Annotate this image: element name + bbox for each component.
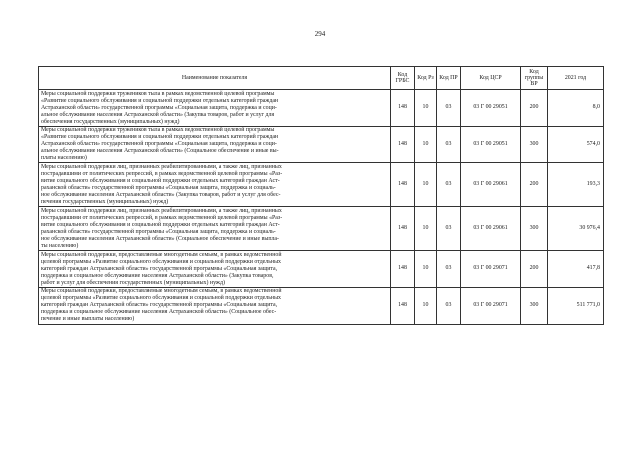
cell-indicator (39, 126, 391, 163)
indicator-text-line: витие социального обслуживания и социальной поддержки отдельных категорий граждан Аст- (41, 178, 280, 185)
indicator-text-line: целевой программы «Развитие социального обслуживания и социальной поддержки отдельных (41, 258, 281, 265)
cell-rz: 10 (415, 126, 437, 163)
cell-csr: 03 Г 00 29071 (461, 287, 521, 324)
indicator-text-line: печения государственных (муниципальных) нужд) (41, 199, 169, 206)
indicator-text-line: ты населению) (41, 242, 79, 249)
indicator-text-line: альное обслуживание населения Астраханской области» (Социальное обеспечение и иные вы- (41, 148, 279, 155)
indicator-text-line: «Развитие социального обслуживания и социальной поддержки отдельных категорий граждан (41, 134, 279, 141)
table-row (39, 90, 604, 127)
table-row (39, 251, 604, 288)
table-body (39, 90, 604, 325)
table-header-row (39, 67, 604, 90)
indicator-text-line: ное обслуживание населения Астраханской области» (Закупка товаров, работ и услуг для обес- (41, 192, 281, 199)
cell-amount: 8,0 (548, 90, 604, 127)
indicator-text-line: печение и иные выплаты населению) (41, 316, 135, 323)
indicator-text-line: Астраханской области» государственной программы «Социальная защита, поддержка и соци- (41, 141, 277, 148)
cell-pr: 03 (437, 90, 461, 127)
cell-vr: 300 (521, 287, 548, 324)
indicator-text-line: поддержка и социальное обслуживание населения Астраханской области» (Социальное обес- (41, 309, 277, 316)
cell-indicator (39, 163, 391, 207)
header-indicator: Наименование показателя (39, 67, 391, 90)
cell-csr: 03 Г 00 29061 (461, 163, 521, 207)
cell-vr: 300 (521, 207, 548, 251)
indicator-text-line: альное обслуживание населения Астраханской области» (Закупка товаров, работ и услуг для (41, 111, 275, 118)
table-row (39, 207, 604, 251)
indicator-text-line: витие социального обслуживания и социальной поддержки отдельных категорий граждан Аст- (41, 221, 280, 228)
cell-vr: 200 (521, 251, 548, 288)
indicator-text-line: поддержка и социальное обслуживание населения Астраханской области» (Закупка товаров, (41, 272, 274, 279)
indicator-text-line: раханской области» государственной программы «Социальная защита, поддержка и социаль- (41, 185, 276, 192)
indicator-text-line: Меры социальной поддержки, предоставляемые многодетным семьям, в рамках ведомственной (41, 251, 282, 258)
indicator-text-line: Меры социальной поддержки лиц, признанных реабилитированными, а также лиц, признанных (41, 163, 282, 170)
cell-amount: 193,3 (548, 163, 604, 207)
cell-pr: 03 (437, 163, 461, 207)
indicator-text-line: «Развитие социального обслуживания и социальной поддержки отдельных категорий граждан (41, 97, 279, 104)
cell-amount: 30 976,4 (548, 207, 604, 251)
cell-grbs: 148 (391, 207, 415, 251)
indicator-text-line: Астраханской области» государственной программы «Социальная защита, поддержка и соци- (41, 104, 277, 111)
cell-amount: 511 771,0 (548, 287, 604, 324)
indicator-text-line: Меры социальной поддержки тружеников тыла в рамках ведомственной целевой программы (41, 90, 275, 97)
cell-pr: 03 (437, 287, 461, 324)
header-grbs: Код ГРБС (391, 67, 415, 90)
cell-csr: 03 Г 00 29061 (461, 207, 521, 251)
indicator-text-line: целевой программы «Развитие социального обслуживания и социальной поддержки отдельных (41, 295, 281, 302)
cell-pr: 03 (437, 207, 461, 251)
cell-grbs: 148 (391, 163, 415, 207)
cell-grbs: 148 (391, 126, 415, 163)
indicator-text-line: раханской области» государственной программы «Социальная защита, поддержка и социаль- (41, 228, 276, 235)
page-number: 294 (314, 30, 326, 38)
budget-table (38, 66, 604, 325)
header-pr: Код ПР (437, 67, 461, 90)
cell-pr: 03 (437, 251, 461, 288)
cell-indicator (39, 251, 391, 288)
indicator-text-line: платы населению) (41, 155, 87, 162)
cell-amount: 574,0 (548, 126, 604, 163)
indicator-text-line: ное обслуживание населения Астраханской области» (Социальное обеспечение и иные выпла- (41, 235, 279, 242)
cell-vr: 300 (521, 126, 548, 163)
cell-grbs: 148 (391, 90, 415, 127)
header-year: 2021 год (548, 67, 604, 90)
indicator-text-line: категорий граждан Астраханской области» государственной программы «Социальная защита, (41, 265, 278, 272)
indicator-text-line: пострадавшими от политических репрессий, в рамках ведомственной целевой программы «Раз- (41, 214, 283, 221)
cell-csr: 03 Г 00 29071 (461, 251, 521, 288)
cell-rz: 10 (415, 287, 437, 324)
cell-indicator (39, 207, 391, 251)
table-row (39, 163, 604, 207)
indicator-text-line: Меры социальной поддержки тружеников тыла в рамках ведомственной целевой программы (41, 127, 275, 134)
cell-vr: 200 (521, 90, 548, 127)
cell-indicator (39, 90, 391, 127)
cell-grbs: 148 (391, 251, 415, 288)
cell-csr: 03 Г 00 29051 (461, 90, 521, 127)
indicator-text-line: Меры социальной поддержки, предоставляемые многодетным семьям, в рамках ведомственной (41, 288, 282, 295)
cell-pr: 03 (437, 126, 461, 163)
table-row (39, 287, 604, 324)
cell-rz: 10 (415, 163, 437, 207)
indicator-text-line: обеспечения государственных (муниципальных) нужд) (41, 118, 180, 125)
cell-csr: 03 Г 00 29051 (461, 126, 521, 163)
cell-rz: 10 (415, 207, 437, 251)
header-vr: Код группы ВР (521, 67, 548, 90)
cell-grbs: 148 (391, 287, 415, 324)
cell-rz: 10 (415, 90, 437, 127)
indicator-text-line: работ и услуг для обеспечения государственных (муниципальных) нужд) (41, 279, 225, 286)
indicator-text-line: пострадавшими от политических репрессий, в рамках ведомственной целевой программы «Раз- (41, 171, 283, 178)
cell-vr: 200 (521, 163, 548, 207)
indicator-text-line: Меры социальной поддержки лиц, признанных реабилитированными, а также лиц, признанных (41, 207, 282, 214)
header-rz: Код Рз (415, 67, 437, 90)
cell-amount: 417,8 (548, 251, 604, 288)
indicator-text-line: категорий граждан Астраханской области» государственной программы «Социальная защита, (41, 302, 278, 309)
cell-indicator (39, 287, 391, 324)
cell-rz: 10 (415, 251, 437, 288)
table-row (39, 126, 604, 163)
header-csr: Код ЦСР (461, 67, 521, 90)
